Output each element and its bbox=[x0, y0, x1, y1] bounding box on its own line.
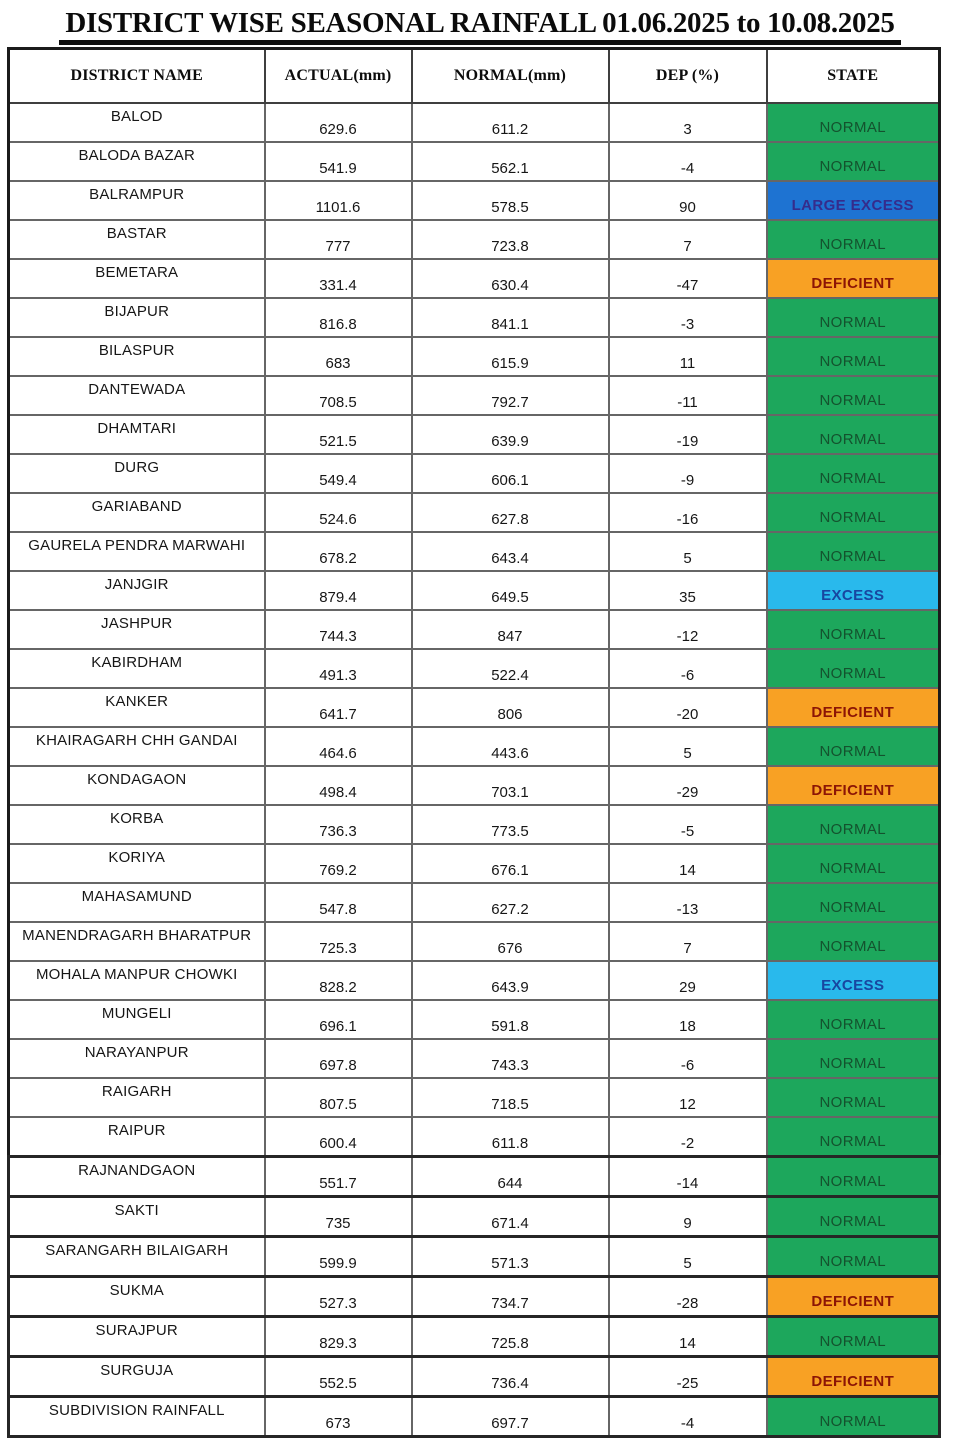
dep-cell: 14 bbox=[609, 844, 767, 883]
actual-cell: 521.5 bbox=[265, 415, 412, 454]
dep-cell: 5 bbox=[609, 727, 767, 766]
table-row bbox=[9, 532, 940, 571]
dep-cell: -19 bbox=[609, 415, 767, 454]
dep-cell: -20 bbox=[609, 688, 767, 727]
dep-cell: -28 bbox=[609, 1277, 767, 1317]
dep-cell: -13 bbox=[609, 883, 767, 922]
dep-cell: 5 bbox=[609, 532, 767, 571]
table-row bbox=[9, 883, 940, 922]
state-cell: NORMAL bbox=[767, 337, 940, 376]
table-row bbox=[9, 103, 940, 142]
state-cell: NORMAL bbox=[767, 727, 940, 766]
normal-cell: 571.3 bbox=[412, 1237, 609, 1277]
actual-cell: 331.4 bbox=[265, 259, 412, 298]
dep-cell: 14 bbox=[609, 1317, 767, 1357]
normal-cell: 773.5 bbox=[412, 805, 609, 844]
normal-cell: 743.3 bbox=[412, 1039, 609, 1078]
normal-cell: 643.9 bbox=[412, 961, 609, 1000]
actual-cell: 777 bbox=[265, 220, 412, 259]
dep-cell: -14 bbox=[609, 1157, 767, 1197]
actual-cell: 551.7 bbox=[265, 1157, 412, 1197]
state-cell: NORMAL bbox=[767, 1078, 940, 1117]
normal-cell: 591.8 bbox=[412, 1000, 609, 1039]
dep-cell: -6 bbox=[609, 1039, 767, 1078]
normal-cell: 606.1 bbox=[412, 454, 609, 493]
district-cell: KHAIRAGARH CHH GANDAI bbox=[9, 727, 265, 766]
table-row bbox=[9, 649, 940, 688]
actual-cell: 735 bbox=[265, 1197, 412, 1237]
state-cell: DEFICIENT bbox=[767, 766, 940, 805]
normal-cell: 627.2 bbox=[412, 883, 609, 922]
district-cell: DANTEWADA bbox=[9, 376, 265, 415]
col-header-district-name: DISTRICT NAME bbox=[9, 49, 265, 104]
dep-cell: 35 bbox=[609, 571, 767, 610]
normal-cell: 718.5 bbox=[412, 1078, 609, 1117]
district-cell: SURGUJA bbox=[9, 1357, 265, 1397]
district-cell: BALOD bbox=[9, 103, 265, 142]
state-cell: NORMAL bbox=[767, 1117, 940, 1157]
normal-cell: 639.9 bbox=[412, 415, 609, 454]
district-cell: GAURELA PENDRA MARWAHI bbox=[9, 532, 265, 571]
table-row bbox=[9, 805, 940, 844]
actual-cell: 1101.6 bbox=[265, 181, 412, 220]
state-cell: NORMAL bbox=[767, 1157, 940, 1197]
dep-cell: -4 bbox=[609, 142, 767, 181]
actual-cell: 769.2 bbox=[265, 844, 412, 883]
actual-cell: 725.3 bbox=[265, 922, 412, 961]
actual-cell: 879.4 bbox=[265, 571, 412, 610]
dep-cell: -16 bbox=[609, 493, 767, 532]
actual-cell: 829.3 bbox=[265, 1317, 412, 1357]
dep-cell: -11 bbox=[609, 376, 767, 415]
table-body bbox=[9, 103, 940, 1437]
actual-cell: 697.8 bbox=[265, 1039, 412, 1078]
district-cell: DHAMTARI bbox=[9, 415, 265, 454]
district-cell: RAIPUR bbox=[9, 1117, 265, 1157]
table-row bbox=[9, 1117, 940, 1157]
state-cell: NORMAL bbox=[767, 1197, 940, 1237]
district-cell: MOHALA MANPUR CHOWKI bbox=[9, 961, 265, 1000]
district-cell: BEMETARA bbox=[9, 259, 265, 298]
normal-cell: 676.1 bbox=[412, 844, 609, 883]
actual-cell: 744.3 bbox=[265, 610, 412, 649]
dep-cell: -25 bbox=[609, 1357, 767, 1397]
table-row bbox=[9, 610, 940, 649]
dep-cell: 29 bbox=[609, 961, 767, 1000]
district-cell: BALODA BAZAR bbox=[9, 142, 265, 181]
table-row bbox=[9, 1197, 940, 1237]
district-cell: SAKTI bbox=[9, 1197, 265, 1237]
actual-cell: 828.2 bbox=[265, 961, 412, 1000]
district-cell: SURAJPUR bbox=[9, 1317, 265, 1357]
rainfall-table bbox=[7, 47, 941, 1438]
state-cell: NORMAL bbox=[767, 1397, 940, 1437]
actual-cell: 541.9 bbox=[265, 142, 412, 181]
dep-cell: -29 bbox=[609, 766, 767, 805]
table-row bbox=[9, 142, 940, 181]
district-cell: RAJNANDGAON bbox=[9, 1157, 265, 1197]
actual-cell: 547.8 bbox=[265, 883, 412, 922]
table-row bbox=[9, 220, 940, 259]
normal-cell: 697.7 bbox=[412, 1397, 609, 1437]
table-row bbox=[9, 415, 940, 454]
actual-cell: 673 bbox=[265, 1397, 412, 1437]
normal-cell: 725.8 bbox=[412, 1317, 609, 1357]
table-row bbox=[9, 259, 940, 298]
page-title: DISTRICT WISE SEASONAL RAINFALL 01.06.2025 to 10.08.2025 bbox=[59, 7, 900, 45]
district-cell: DURG bbox=[9, 454, 265, 493]
dep-cell: 3 bbox=[609, 103, 767, 142]
table-row bbox=[9, 1277, 940, 1317]
state-cell: NORMAL bbox=[767, 1039, 940, 1078]
table-row bbox=[9, 1357, 940, 1397]
table-row bbox=[9, 727, 940, 766]
dep-cell: -9 bbox=[609, 454, 767, 493]
district-cell: SARANGARH BILAIGARH bbox=[9, 1237, 265, 1277]
title-area bbox=[0, 0, 960, 45]
col-header-actual-mm: ACTUAL(mm) bbox=[265, 49, 412, 104]
col-header-dep-percent: DEP (%) bbox=[609, 49, 767, 104]
dep-cell: -12 bbox=[609, 610, 767, 649]
actual-cell: 708.5 bbox=[265, 376, 412, 415]
state-cell: NORMAL bbox=[767, 103, 940, 142]
normal-cell: 847 bbox=[412, 610, 609, 649]
normal-cell: 443.6 bbox=[412, 727, 609, 766]
dep-cell: 5 bbox=[609, 1237, 767, 1277]
normal-cell: 703.1 bbox=[412, 766, 609, 805]
state-cell: DEFICIENT bbox=[767, 688, 940, 727]
table-row bbox=[9, 376, 940, 415]
state-cell: NORMAL bbox=[767, 415, 940, 454]
district-cell: MUNGELI bbox=[9, 1000, 265, 1039]
actual-cell: 641.7 bbox=[265, 688, 412, 727]
normal-cell: 723.8 bbox=[412, 220, 609, 259]
district-cell: BALRAMPUR bbox=[9, 181, 265, 220]
district-cell: NARAYANPUR bbox=[9, 1039, 265, 1078]
dep-cell: -47 bbox=[609, 259, 767, 298]
state-cell: NORMAL bbox=[767, 805, 940, 844]
state-cell: EXCESS bbox=[767, 571, 940, 610]
dep-cell: 7 bbox=[609, 922, 767, 961]
district-cell: KANKER bbox=[9, 688, 265, 727]
state-cell: DEFICIENT bbox=[767, 1357, 940, 1397]
dep-cell: -2 bbox=[609, 1117, 767, 1157]
table-row bbox=[9, 298, 940, 337]
dep-cell: 7 bbox=[609, 220, 767, 259]
table-row bbox=[9, 1078, 940, 1117]
dep-cell: 9 bbox=[609, 1197, 767, 1237]
state-cell: NORMAL bbox=[767, 376, 940, 415]
actual-cell: 600.4 bbox=[265, 1117, 412, 1157]
table-row bbox=[9, 493, 940, 532]
district-cell: BIJAPUR bbox=[9, 298, 265, 337]
table-row bbox=[9, 337, 940, 376]
dep-cell: -6 bbox=[609, 649, 767, 688]
state-cell: LARGE EXCESS bbox=[767, 181, 940, 220]
district-cell: BASTAR bbox=[9, 220, 265, 259]
col-header-normal-mm: NORMAL(mm) bbox=[412, 49, 609, 104]
state-cell: DEFICIENT bbox=[767, 1277, 940, 1317]
district-cell: SUKMA bbox=[9, 1277, 265, 1317]
actual-cell: 736.3 bbox=[265, 805, 412, 844]
table-row bbox=[9, 454, 940, 493]
dep-cell: -3 bbox=[609, 298, 767, 337]
state-cell: NORMAL bbox=[767, 142, 940, 181]
state-cell: NORMAL bbox=[767, 610, 940, 649]
actual-cell: 683 bbox=[265, 337, 412, 376]
actual-cell: 524.6 bbox=[265, 493, 412, 532]
district-cell: SUBDIVISION RAINFALL bbox=[9, 1397, 265, 1437]
actual-cell: 599.9 bbox=[265, 1237, 412, 1277]
table-row bbox=[9, 1157, 940, 1197]
actual-cell: 552.5 bbox=[265, 1357, 412, 1397]
district-cell: RAIGARH bbox=[9, 1078, 265, 1117]
normal-cell: 630.4 bbox=[412, 259, 609, 298]
district-cell: MAHASAMUND bbox=[9, 883, 265, 922]
state-cell: EXCESS bbox=[767, 961, 940, 1000]
dep-cell: -4 bbox=[609, 1397, 767, 1437]
normal-cell: 611.8 bbox=[412, 1117, 609, 1157]
normal-cell: 734.7 bbox=[412, 1277, 609, 1317]
actual-cell: 629.6 bbox=[265, 103, 412, 142]
table-row bbox=[9, 1397, 940, 1437]
state-cell: NORMAL bbox=[767, 883, 940, 922]
district-cell: GARIABAND bbox=[9, 493, 265, 532]
normal-cell: 615.9 bbox=[412, 337, 609, 376]
actual-cell: 816.8 bbox=[265, 298, 412, 337]
state-cell: DEFICIENT bbox=[767, 259, 940, 298]
district-cell: MANENDRAGARH BHARATPUR bbox=[9, 922, 265, 961]
col-header-state: STATE bbox=[767, 49, 940, 104]
state-cell: NORMAL bbox=[767, 1000, 940, 1039]
actual-cell: 498.4 bbox=[265, 766, 412, 805]
table-row bbox=[9, 1237, 940, 1277]
state-cell: NORMAL bbox=[767, 844, 940, 883]
table-row bbox=[9, 688, 940, 727]
dep-cell: 18 bbox=[609, 1000, 767, 1039]
actual-cell: 491.3 bbox=[265, 649, 412, 688]
district-cell: KABIRDHAM bbox=[9, 649, 265, 688]
normal-cell: 611.2 bbox=[412, 103, 609, 142]
table-row bbox=[9, 1000, 940, 1039]
table-row bbox=[9, 922, 940, 961]
state-cell: NORMAL bbox=[767, 493, 940, 532]
state-cell: NORMAL bbox=[767, 649, 940, 688]
dep-cell: 90 bbox=[609, 181, 767, 220]
district-cell: JANJGIR bbox=[9, 571, 265, 610]
actual-cell: 464.6 bbox=[265, 727, 412, 766]
state-cell: NORMAL bbox=[767, 922, 940, 961]
district-cell: KORBA bbox=[9, 805, 265, 844]
state-cell: NORMAL bbox=[767, 454, 940, 493]
state-cell: NORMAL bbox=[767, 1317, 940, 1357]
header-row bbox=[9, 49, 940, 104]
table-row bbox=[9, 1039, 940, 1078]
state-cell: NORMAL bbox=[767, 220, 940, 259]
table-row bbox=[9, 181, 940, 220]
normal-cell: 792.7 bbox=[412, 376, 609, 415]
normal-cell: 562.1 bbox=[412, 142, 609, 181]
table-row bbox=[9, 766, 940, 805]
actual-cell: 549.4 bbox=[265, 454, 412, 493]
table-row bbox=[9, 961, 940, 1000]
actual-cell: 696.1 bbox=[265, 1000, 412, 1039]
normal-cell: 627.8 bbox=[412, 493, 609, 532]
normal-cell: 736.4 bbox=[412, 1357, 609, 1397]
state-cell: NORMAL bbox=[767, 532, 940, 571]
actual-cell: 678.2 bbox=[265, 532, 412, 571]
dep-cell: 11 bbox=[609, 337, 767, 376]
dep-cell: 12 bbox=[609, 1078, 767, 1117]
actual-cell: 807.5 bbox=[265, 1078, 412, 1117]
district-cell: KONDAGAON bbox=[9, 766, 265, 805]
normal-cell: 676 bbox=[412, 922, 609, 961]
table-row bbox=[9, 844, 940, 883]
state-cell: NORMAL bbox=[767, 1237, 940, 1277]
normal-cell: 671.4 bbox=[412, 1197, 609, 1237]
normal-cell: 644 bbox=[412, 1157, 609, 1197]
normal-cell: 649.5 bbox=[412, 571, 609, 610]
state-cell: NORMAL bbox=[767, 298, 940, 337]
district-cell: BILASPUR bbox=[9, 337, 265, 376]
normal-cell: 806 bbox=[412, 688, 609, 727]
normal-cell: 643.4 bbox=[412, 532, 609, 571]
table-row bbox=[9, 571, 940, 610]
district-cell: KORIYA bbox=[9, 844, 265, 883]
actual-cell: 527.3 bbox=[265, 1277, 412, 1317]
normal-cell: 578.5 bbox=[412, 181, 609, 220]
normal-cell: 522.4 bbox=[412, 649, 609, 688]
district-cell: JASHPUR bbox=[9, 610, 265, 649]
table-row bbox=[9, 1317, 940, 1357]
normal-cell: 841.1 bbox=[412, 298, 609, 337]
dep-cell: -5 bbox=[609, 805, 767, 844]
